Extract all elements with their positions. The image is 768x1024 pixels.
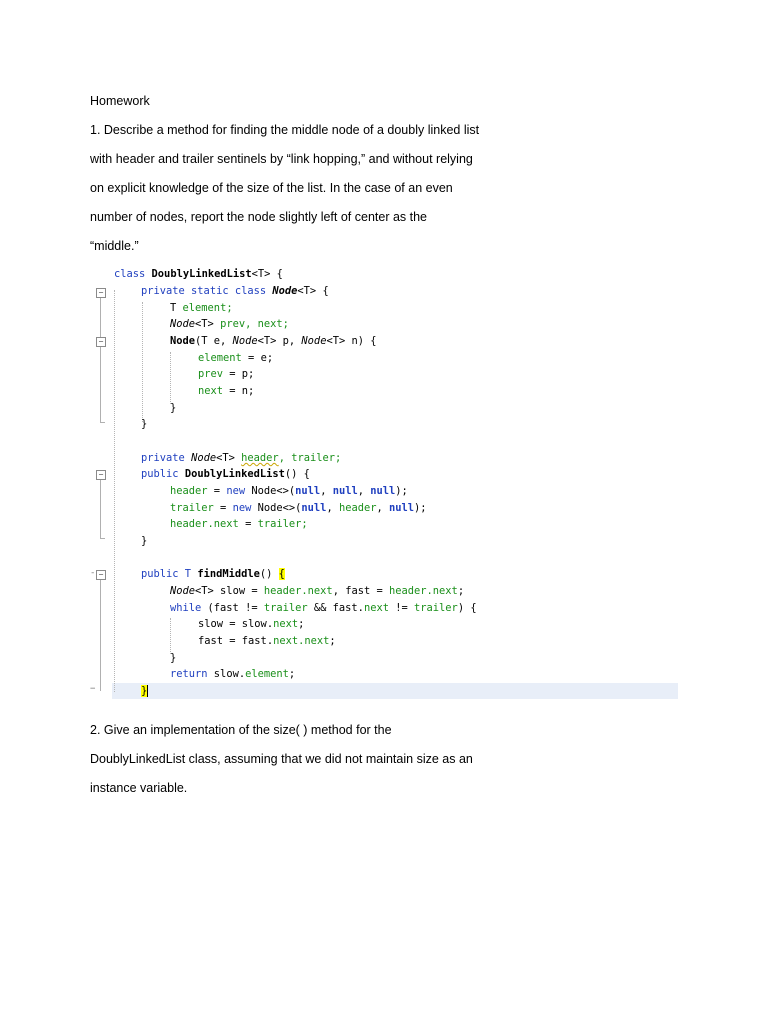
code-line: element = e; — [198, 352, 274, 364]
code-line: class DoublyLinkedList<T> { — [114, 268, 283, 280]
code-line: T element; — [170, 302, 233, 314]
code-line: next = n; — [198, 385, 255, 397]
question2-line-1: 2. Give an implementation of the size( ) method for the — [90, 723, 392, 737]
code-line: while (fast != trailer && fast.next != trailer) { — [170, 602, 477, 614]
question2-line-3: instance variable. — [90, 781, 188, 795]
code-line: header.next = trailer; — [170, 518, 308, 530]
code-line: } — [170, 652, 177, 664]
fold-guide — [100, 292, 101, 422]
code-line: Node<T> slow = header.next, fast = header.next; — [170, 585, 465, 597]
current-line-highlight — [112, 683, 678, 699]
indent-guide — [142, 302, 143, 422]
fold-prefix-marker: - — [90, 568, 96, 578]
code-line: trailer = new Node<>(null, header, null); — [170, 502, 427, 514]
question1-line-2: with header and trailer sentinels by “link hopping,” and without relying — [90, 152, 473, 166]
code-line: return slow.element; — [170, 668, 296, 680]
question1-line-5: “middle.” — [90, 239, 139, 253]
code-line: slow = slow.next; — [198, 618, 305, 630]
indent-guide — [114, 290, 115, 692]
code-line: private static class Node<T> { — [141, 285, 329, 297]
fold-collapse-icon[interactable]: − — [96, 570, 106, 580]
question1-line-1: 1. Describe a method for finding the middle node of a doubly linked list — [90, 123, 480, 137]
document-title: Homework — [90, 94, 150, 108]
fold-guide-end — [100, 422, 105, 423]
code-line: header = new Node<>(null, null, null); — [170, 485, 408, 497]
code-line: Node<T> prev, next; — [170, 318, 289, 330]
fold-guide-end — [100, 538, 105, 539]
code-line: } — [141, 418, 148, 430]
question1-line-3: on explicit knowledge of the size of the list. In the case of an even — [90, 181, 453, 195]
question1-line-4: number of nodes, report the node slightly left of center as the — [90, 210, 428, 224]
indent-guide — [170, 352, 171, 404]
code-line: Node(T e, Node<T> p, Node<T> n) { — [170, 335, 377, 347]
fold-collapse-icon[interactable]: − — [96, 337, 106, 347]
fold-guide — [100, 576, 101, 691]
code-line: } — [170, 402, 177, 414]
code-line: private Node<T> header, trailer; — [141, 452, 342, 464]
code-line[interactable]: } — [141, 685, 148, 697]
code-line: prev = p; — [198, 368, 255, 380]
code-line: public DoublyLinkedList() { — [141, 468, 310, 480]
fold-end-marker: − — [90, 684, 96, 694]
fold-guide — [100, 474, 101, 538]
code-line: fast = fast.next.next; — [198, 635, 336, 647]
question2-line-2: DoublyLinkedList class, assuming that we did not maintain size as an — [90, 752, 473, 766]
indent-guide — [170, 618, 171, 654]
code-line: public T findMiddle() { — [141, 568, 285, 580]
fold-collapse-icon[interactable]: − — [96, 470, 106, 480]
code-screenshot — [90, 266, 680, 706]
code-line: } — [141, 535, 148, 547]
text-cursor — [147, 685, 148, 697]
fold-collapse-icon[interactable]: − — [96, 288, 106, 298]
